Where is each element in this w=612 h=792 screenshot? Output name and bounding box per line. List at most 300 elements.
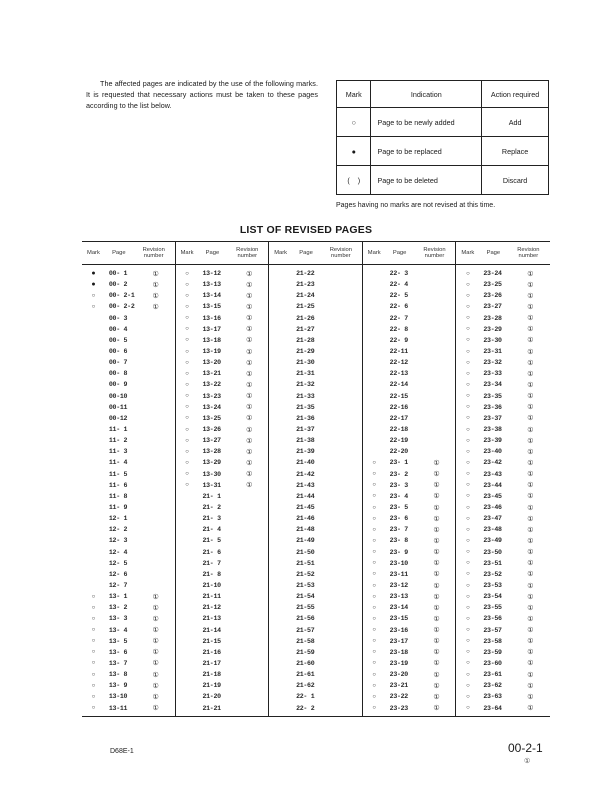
table-row bbox=[176, 469, 269, 480]
revision-1-icon: ① bbox=[527, 515, 534, 523]
revision-1-icon: ① bbox=[433, 615, 440, 623]
revision-1-icon: ① bbox=[152, 593, 159, 601]
table-row bbox=[176, 691, 269, 702]
table-row bbox=[269, 379, 362, 390]
header-page: Page bbox=[486, 250, 501, 256]
table-row bbox=[82, 569, 175, 580]
table-row bbox=[269, 290, 362, 301]
page-cell: 13- 2 bbox=[108, 604, 128, 612]
table-row bbox=[82, 324, 175, 335]
page-cell: 21-53 bbox=[296, 582, 315, 589]
page-cell: 21-49 bbox=[296, 537, 315, 545]
table-row bbox=[176, 613, 269, 624]
table-row bbox=[363, 268, 456, 279]
page-cell: 13-17 bbox=[202, 325, 221, 333]
table-row bbox=[176, 457, 269, 468]
added-mark-icon: ○ bbox=[466, 326, 470, 333]
page-cell: 22-18 bbox=[389, 426, 408, 434]
page-cell: 21-42 bbox=[296, 470, 315, 478]
table-row bbox=[269, 535, 362, 546]
added-mark-icon: ○ bbox=[185, 270, 189, 277]
table-row bbox=[363, 313, 456, 324]
table-row bbox=[82, 391, 175, 402]
added-mark-icon: ○ bbox=[91, 649, 96, 656]
added-mark-icon: ○ bbox=[466, 537, 470, 544]
page-cell: 21-28 bbox=[296, 336, 315, 344]
added-mark-icon: ○ bbox=[466, 482, 470, 489]
table-row bbox=[363, 602, 456, 613]
revision-1-icon: ① bbox=[527, 560, 534, 568]
revision-1-icon: ① bbox=[527, 549, 534, 557]
table-row bbox=[363, 346, 456, 357]
table-row bbox=[176, 558, 269, 569]
legend-action: Discard bbox=[482, 166, 549, 195]
added-mark-icon: ○ bbox=[466, 381, 470, 388]
page-cell: 13-10 bbox=[108, 693, 128, 701]
page-cell: 21-31 bbox=[296, 370, 315, 378]
table-row bbox=[363, 469, 456, 480]
page-cell: 23-36 bbox=[483, 403, 502, 411]
page-cell: 13- 9 bbox=[108, 682, 128, 690]
added-mark-icon: ○ bbox=[185, 370, 189, 377]
added-mark-icon: ○ bbox=[466, 549, 470, 556]
table-row bbox=[176, 279, 269, 290]
table-row bbox=[363, 391, 456, 402]
page-cell: 23-12 bbox=[389, 582, 408, 589]
added-mark-icon: ○ bbox=[372, 638, 377, 645]
revision-1-icon: ① bbox=[527, 627, 534, 635]
table-row bbox=[363, 480, 456, 491]
page-cell: 23-55 bbox=[483, 604, 502, 612]
added-mark-icon: ○ bbox=[466, 593, 470, 600]
added-mark-icon: ○ bbox=[185, 448, 189, 455]
revision-1-icon: ① bbox=[527, 471, 534, 479]
revision-1-icon: ① bbox=[152, 705, 159, 713]
added-mark-icon: ○ bbox=[466, 604, 470, 611]
table-row bbox=[363, 457, 456, 468]
table-row bbox=[456, 402, 550, 413]
table-row bbox=[82, 613, 175, 624]
table-row bbox=[456, 491, 550, 502]
page-cell: 23-46 bbox=[483, 504, 502, 512]
added-mark-icon: ○ bbox=[372, 537, 377, 544]
page-cell: 23-49 bbox=[483, 537, 502, 545]
header-page: Page bbox=[392, 250, 407, 256]
page-cell: 13-26 bbox=[202, 426, 221, 434]
table-row bbox=[269, 346, 362, 357]
page-cell: 00- 4 bbox=[108, 325, 128, 333]
page-cell: 23-18 bbox=[389, 648, 408, 656]
added-mark-icon: ○ bbox=[91, 627, 96, 634]
revision-1-icon: ① bbox=[433, 705, 440, 713]
page-cell: 23-24 bbox=[483, 270, 502, 278]
table-row bbox=[176, 290, 269, 301]
table-row bbox=[363, 625, 456, 636]
page-cell: 00- 2-1 bbox=[108, 292, 135, 300]
page-cell: 21-54 bbox=[296, 593, 315, 601]
table-row bbox=[176, 602, 269, 613]
revision-1-icon: ① bbox=[246, 359, 253, 367]
added-mark-icon: ○ bbox=[466, 493, 470, 500]
added-mark-icon: ○ bbox=[372, 649, 377, 656]
revision-1-icon: ① bbox=[527, 526, 534, 534]
table-row bbox=[363, 402, 456, 413]
page-cell: 23-20 bbox=[389, 671, 408, 679]
page-cell: 21-21 bbox=[202, 704, 221, 712]
page-cell: 23-42 bbox=[483, 459, 502, 467]
added-mark-icon: ○ bbox=[91, 593, 96, 600]
page-cell: 23-56 bbox=[483, 615, 502, 623]
table-row bbox=[456, 379, 550, 390]
page-cell: 21-39 bbox=[296, 448, 315, 456]
added-mark-icon: ○ bbox=[466, 404, 470, 411]
revision-1-icon: ① bbox=[527, 315, 534, 323]
table-row bbox=[456, 301, 550, 312]
revision-1-icon: ① bbox=[246, 459, 253, 467]
table-row bbox=[456, 346, 550, 357]
revision-1-icon: ① bbox=[152, 281, 159, 289]
added-mark-icon: ○ bbox=[466, 303, 470, 310]
page-cell: 23-47 bbox=[483, 515, 502, 523]
added-mark-icon: ○ bbox=[372, 571, 377, 578]
table-row bbox=[269, 580, 362, 591]
table-row bbox=[82, 669, 175, 680]
revision-1-icon: ① bbox=[527, 426, 534, 434]
page-cell: 21-20 bbox=[202, 693, 221, 701]
table-row bbox=[176, 524, 269, 535]
revision-1-icon: ① bbox=[246, 415, 253, 423]
table-row bbox=[82, 691, 175, 702]
table-row bbox=[363, 547, 456, 558]
header-mark: Mark bbox=[461, 250, 475, 256]
page-number: 00-2-1 bbox=[508, 741, 543, 755]
table-row bbox=[176, 702, 269, 713]
page-cell: 23-10 bbox=[389, 559, 408, 567]
page-cell: 12- 6 bbox=[108, 570, 128, 578]
revision-1-icon: ① bbox=[433, 649, 440, 657]
added-mark-icon: ○ bbox=[466, 615, 470, 622]
page-cell: 00-10 bbox=[108, 392, 128, 400]
table-row bbox=[82, 469, 175, 480]
page-cell: 21-62 bbox=[296, 682, 315, 690]
revision-1-icon: ① bbox=[152, 649, 159, 657]
table-row bbox=[456, 625, 550, 636]
table-row bbox=[82, 279, 175, 290]
added-mark-icon: ○ bbox=[185, 482, 189, 489]
page-cell: 21-52 bbox=[296, 570, 315, 578]
revision-1-icon: ① bbox=[527, 326, 534, 334]
table-row bbox=[82, 402, 175, 413]
page-cell: 13-13 bbox=[202, 281, 221, 289]
revision-1-icon: ① bbox=[152, 660, 159, 668]
table-row bbox=[363, 658, 456, 669]
added-mark-icon: ○ bbox=[372, 504, 377, 511]
added-mark-icon: ○ bbox=[185, 471, 189, 478]
added-mark-icon: ○ bbox=[466, 337, 470, 344]
page-cell: 13- 4 bbox=[108, 626, 128, 634]
page-cell: 21-38 bbox=[296, 437, 315, 445]
table-row bbox=[363, 580, 456, 591]
added-mark-icon: ○ bbox=[372, 459, 377, 466]
table-row bbox=[82, 301, 175, 312]
replaced-mark-icon: ● bbox=[91, 270, 96, 278]
added-mark-icon: ○ bbox=[91, 615, 96, 622]
page-cell: 21-23 bbox=[296, 281, 315, 289]
page-cell: 23-29 bbox=[483, 325, 502, 333]
added-mark-icon: ○ bbox=[466, 705, 470, 712]
table-row bbox=[269, 424, 362, 435]
page-cell: 23-11 bbox=[389, 570, 408, 578]
page-cell: 13-21 bbox=[202, 370, 221, 378]
revision-1-icon: ① bbox=[527, 448, 534, 456]
table-row bbox=[176, 669, 269, 680]
table-row bbox=[456, 569, 550, 580]
page-cell: 21-58 bbox=[296, 637, 315, 645]
table-row bbox=[82, 313, 175, 324]
added-mark-icon: ○ bbox=[466, 560, 470, 567]
table-row bbox=[176, 413, 269, 424]
page-cell: 23-62 bbox=[483, 682, 502, 690]
page-cell: 21-11 bbox=[202, 593, 221, 601]
legend-action: Add bbox=[482, 108, 549, 137]
table-row bbox=[176, 502, 269, 513]
table-row bbox=[269, 301, 362, 312]
added-mark-icon: ○ bbox=[466, 638, 470, 645]
table-row bbox=[269, 357, 362, 368]
page-cell: 23-54 bbox=[483, 593, 502, 601]
page-cell: 00- 6 bbox=[108, 348, 128, 356]
page-cell: 23-63 bbox=[483, 693, 502, 701]
table-row bbox=[456, 535, 550, 546]
table-row bbox=[456, 268, 550, 279]
revision-1-icon: ① bbox=[527, 459, 534, 467]
page-cell: 13-23 bbox=[202, 392, 221, 400]
page-cell: 13-18 bbox=[202, 336, 221, 344]
open-circle-mark-icon: ○ bbox=[337, 108, 371, 137]
table-row bbox=[176, 391, 269, 402]
page-cell: 23-37 bbox=[483, 414, 502, 422]
table-row bbox=[82, 547, 175, 558]
table-row bbox=[456, 524, 550, 535]
table-row bbox=[82, 368, 175, 379]
page-cell: 21-59 bbox=[296, 648, 315, 656]
revision-1-icon: ① bbox=[433, 504, 440, 512]
page-cell: 22- 6 bbox=[389, 303, 408, 311]
table-row bbox=[456, 480, 550, 491]
revision-1-icon: ① bbox=[527, 404, 534, 412]
page-cell: 13- 8 bbox=[108, 671, 128, 679]
revision-1-icon: ① bbox=[433, 671, 440, 679]
revision-1-icon: ① bbox=[433, 482, 440, 490]
column-group bbox=[82, 242, 176, 716]
added-mark-icon: ○ bbox=[91, 292, 96, 299]
table-row bbox=[363, 279, 456, 290]
table-row bbox=[269, 435, 362, 446]
page-cell: 13- 1 bbox=[108, 593, 128, 601]
table-row bbox=[456, 368, 550, 379]
revision-1-icon: ① bbox=[433, 682, 440, 690]
revision-1-icon: ① bbox=[527, 593, 534, 601]
table-row bbox=[269, 335, 362, 346]
added-mark-icon: ○ bbox=[185, 415, 189, 422]
page-cell: 21-14 bbox=[202, 626, 221, 634]
replaced-mark-icon: ● bbox=[91, 281, 96, 289]
page-cell: 12- 2 bbox=[108, 526, 128, 534]
legend-header-indication: Indication bbox=[371, 81, 482, 108]
revision-1-icon: ① bbox=[433, 604, 440, 612]
legend-indication: Page to be replaced bbox=[371, 137, 482, 166]
revision-1-icon: ① bbox=[246, 393, 253, 401]
column-group bbox=[456, 242, 550, 716]
table-row bbox=[456, 580, 550, 591]
table-row bbox=[363, 524, 456, 535]
revision-1-icon: ① bbox=[527, 615, 534, 623]
revision-1-icon: ① bbox=[433, 459, 440, 467]
page-cell: 12- 7 bbox=[108, 582, 128, 589]
table-row bbox=[363, 301, 456, 312]
page-cell: 23-34 bbox=[483, 381, 502, 389]
table-row bbox=[269, 591, 362, 602]
table-row bbox=[269, 391, 362, 402]
page-cell: 21- 2 bbox=[202, 504, 221, 512]
revised-pages-table bbox=[82, 241, 550, 717]
added-mark-icon: ○ bbox=[185, 281, 189, 288]
page-cell: 12- 4 bbox=[108, 548, 128, 556]
page-cell: 21-13 bbox=[202, 615, 221, 623]
added-mark-icon: ○ bbox=[372, 493, 377, 500]
page-cell: 23-28 bbox=[483, 314, 502, 322]
revision-1-icon: ① bbox=[246, 348, 253, 356]
added-mark-icon: ○ bbox=[185, 426, 189, 433]
page-cell: 22- 4 bbox=[389, 281, 408, 289]
model-code: D68E-1 bbox=[110, 748, 134, 755]
table-row bbox=[363, 502, 456, 513]
table-row bbox=[176, 335, 269, 346]
table-row bbox=[363, 324, 456, 335]
table-row bbox=[82, 502, 175, 513]
table-row bbox=[176, 569, 269, 580]
table-row bbox=[456, 424, 550, 435]
table-row bbox=[82, 680, 175, 691]
revision-1-icon: ① bbox=[527, 381, 534, 389]
table-row bbox=[269, 469, 362, 480]
table-row bbox=[176, 402, 269, 413]
table-row bbox=[82, 636, 175, 647]
added-mark-icon: ○ bbox=[466, 571, 470, 578]
page-cell: 21- 1 bbox=[202, 492, 221, 500]
page-cell: 22- 2 bbox=[296, 704, 315, 712]
table-row bbox=[363, 558, 456, 569]
revision-1-icon: ① bbox=[152, 682, 159, 690]
added-mark-icon: ○ bbox=[466, 504, 470, 511]
revision-1-icon: ① bbox=[527, 493, 534, 501]
added-mark-icon: ○ bbox=[466, 393, 470, 400]
page-cell: 21-22 bbox=[296, 270, 315, 278]
table-row bbox=[456, 636, 550, 647]
column-group-header bbox=[176, 242, 269, 265]
table-row bbox=[176, 346, 269, 357]
page-cell: 11- 2 bbox=[108, 437, 128, 445]
table-row bbox=[269, 324, 362, 335]
revision-1-icon: ① bbox=[527, 359, 534, 367]
table-row bbox=[176, 268, 269, 279]
header-page: Page bbox=[205, 250, 220, 256]
table-row bbox=[82, 702, 175, 713]
page-cell: 23-64 bbox=[483, 704, 502, 712]
filled-circle-mark-icon: ● bbox=[337, 137, 371, 166]
page-cell: 13- 6 bbox=[108, 648, 128, 656]
header-page: Page bbox=[112, 250, 126, 256]
page-cell: 13-14 bbox=[202, 292, 221, 300]
table-row bbox=[82, 346, 175, 357]
table-row bbox=[456, 446, 550, 457]
page-cell: 21-30 bbox=[296, 359, 315, 367]
table-row bbox=[456, 513, 550, 524]
table-row bbox=[269, 625, 362, 636]
page-cell: 00- 2 bbox=[108, 281, 128, 289]
legend-indication: Page to be newly added bbox=[371, 108, 482, 137]
header-revision-number: Revision number bbox=[142, 246, 165, 259]
added-mark-icon: ○ bbox=[466, 660, 470, 667]
revision-1-icon: ① bbox=[433, 638, 440, 646]
table-row bbox=[269, 636, 362, 647]
table-row bbox=[82, 625, 175, 636]
revision-1-icon: ① bbox=[527, 393, 534, 401]
page-cell: 23- 1 bbox=[389, 459, 408, 467]
page-cell: 21-17 bbox=[202, 659, 221, 667]
table-row bbox=[176, 301, 269, 312]
added-mark-icon: ○ bbox=[372, 693, 377, 700]
page-cell: 22- 8 bbox=[389, 325, 408, 333]
table-row bbox=[363, 613, 456, 624]
marks-legend-table bbox=[336, 80, 549, 195]
page-cell: 00-11 bbox=[108, 403, 128, 411]
page-cell: 00- 2-2 bbox=[108, 303, 135, 311]
table-row bbox=[82, 558, 175, 569]
table-row bbox=[82, 357, 175, 368]
page-cell: 23-50 bbox=[483, 548, 502, 556]
table-row bbox=[456, 658, 550, 669]
table-row bbox=[269, 268, 362, 279]
no-marks-note: Pages having no marks are not revised at this time. bbox=[336, 202, 496, 209]
revision-1-icon: ① bbox=[433, 593, 440, 601]
page-cell: 21-57 bbox=[296, 626, 315, 634]
table-row bbox=[269, 279, 362, 290]
revision-1-icon: ① bbox=[433, 582, 440, 590]
table-row bbox=[176, 591, 269, 602]
revision-1-icon: ① bbox=[433, 627, 440, 635]
table-row bbox=[82, 435, 175, 446]
added-mark-icon: ○ bbox=[466, 682, 470, 689]
added-mark-icon: ○ bbox=[466, 526, 470, 533]
header-mark: Mark bbox=[367, 250, 381, 256]
table-row bbox=[456, 702, 550, 713]
revision-1-icon: ① bbox=[152, 638, 159, 646]
table-row bbox=[269, 513, 362, 524]
parentheses-mark-icon: ( ) bbox=[337, 166, 371, 195]
page-cell: 21-46 bbox=[296, 515, 315, 523]
added-mark-icon: ○ bbox=[372, 593, 377, 600]
page-cell: 23-14 bbox=[389, 604, 408, 612]
added-mark-icon: ○ bbox=[91, 638, 96, 645]
page-cell: 23- 3 bbox=[389, 481, 408, 489]
revision-1-icon: ① bbox=[152, 615, 159, 623]
page-cell: 13-16 bbox=[202, 314, 221, 322]
header-revision-number: Revision number bbox=[329, 246, 352, 259]
page-cell: 23-22 bbox=[389, 693, 408, 701]
added-mark-icon: ○ bbox=[372, 627, 377, 634]
page-cell: 23-30 bbox=[483, 336, 502, 344]
